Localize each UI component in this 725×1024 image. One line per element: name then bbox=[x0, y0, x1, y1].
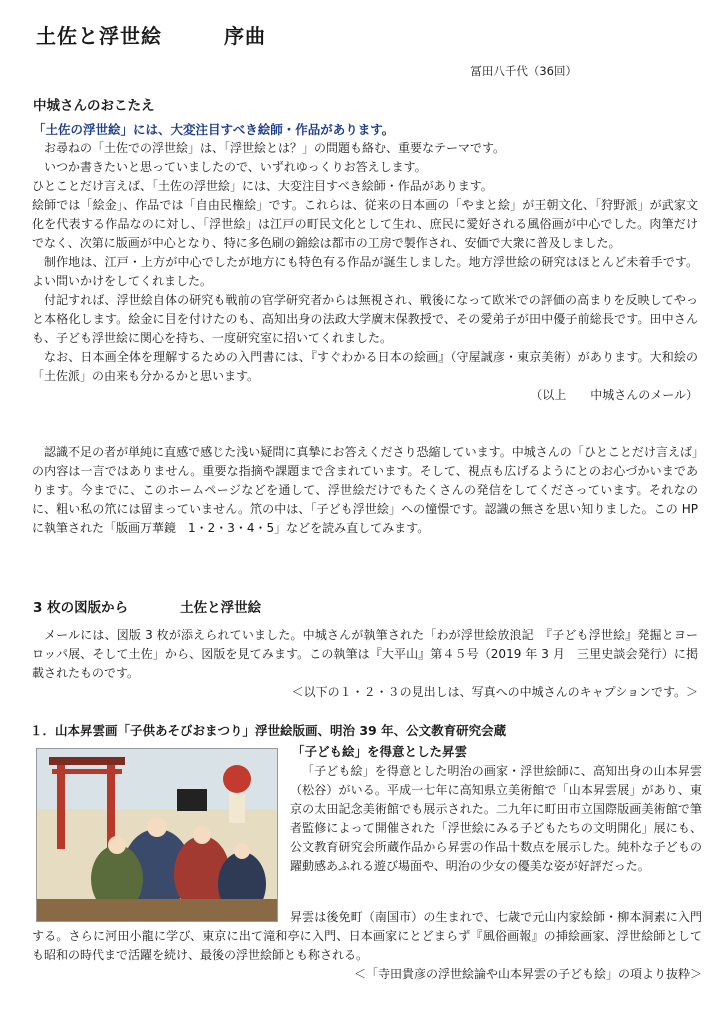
reply-paragraph: ひとことだけ言えば、「土佐の浮世絵」には、大変注目すべき絵師・作品があります。 bbox=[32, 179, 493, 193]
quote-heading: 「土佐の浮世絵」には、大変注目すべき絵師・作品があります。 bbox=[33, 122, 395, 137]
author-response bbox=[32, 443, 698, 538]
ukiyoe-print-image bbox=[36, 748, 278, 922]
reply-paragraph: お尋ねの「土佐での浮世絵」は、「浮世絵とは？」の問題も絡む、重要なテーマです。 bbox=[44, 141, 506, 155]
figure-1-source: ＜「寺田貴彦の浮世絵論や山本昇雲の子ども絵」の項より抜粋＞ bbox=[353, 967, 702, 981]
figure-1-description bbox=[290, 762, 702, 876]
reply-paragraph: 付記すれば、浮世絵自体の研究も戦前の官学研究者からは無視され、戦後になって欧米での評価の高まりを反映してやっと本格化します。絵金に目を付けたのも、高知出身の法政大学廣末保教授で、その愛弟子が田中優子前総長です。田中さんも、子ども浮世絵に関心を持ち、一度研究室に招いてくれました。 bbox=[32, 293, 698, 345]
page-subtitle: 序曲 bbox=[224, 24, 266, 48]
figure-1-paragraph: 「子ども絵」を得意とした明治の画家・浮世絵師に、高知出身の山本昇雲（松谷）がいる。平成一七年に高知県立美術館で「山本昇雲展」があり、東京の太田記念美術館でも展示された。二九年に町田市立国際版画美術館で筆者監修によって開催された「浮世絵にみる子どもたちの文明開化」展にも、公文教育研究会所蔵作品から昇雲の作品十数点を展示した。純朴な子どもの躍動感あふれる遊び場面や、明治の少女の優美な姿が好評だった。 bbox=[290, 764, 702, 873]
response-paragraph: 認識不足の者が単純に直感で感じた浅い疑問に真摯にお答えくださり恐縮しています。中城さんの「ひとことだけ言えば」の内容は一言ではありません。重要な指摘や課題まで含まれています。そして、視点も広げるようにとのお心づかいまであります。今までに、このホームページなどを通して、浮世絵だけでもたくさんの発信をしてくださっています。それなのに、粗い私の笊には留まっていません。笊の中は、「子ども浮世絵」への憧憬です。認識の無さを思い知りました。この HP に執筆された「版画万華鏡 1・2・3・4・5」などを読み直してみます。 bbox=[32, 445, 698, 535]
ukiyoe-print-illustration bbox=[37, 749, 277, 921]
reply-signoff: （以上 中城さんのメール） bbox=[530, 388, 698, 402]
figures-intro bbox=[32, 626, 698, 702]
page-title: 土佐と浮世絵 bbox=[36, 24, 162, 48]
figure-1-continued bbox=[32, 908, 702, 984]
figure-1-paragraph: 昇雲は後免町（南国市）の生まれで、七歳で元山内家絵師・柳本洞素に入門する。さらに河田小龍に学び、東京に出て滝和亭に入門、日本画家にとどまらず『風俗画報』の挿絵画家、浮世絵師としても昭和の時代まで活躍を続け、最後の浮世絵師とも称される。 bbox=[32, 910, 702, 962]
figure-1-caption: １．山本昇雲画「子供あそびおまつり」浮世絵版画、明治 39 年、公文教育研究会蔵 bbox=[30, 723, 507, 738]
section-heading-nakajo-reply: 中城さんのおこたえ bbox=[33, 98, 155, 114]
section-heading-part-a: 3 枚の図版から bbox=[33, 600, 129, 616]
figure-1-subheading: 「子ども絵」を得意とした昇雲 bbox=[292, 744, 468, 759]
reply-paragraph: いつか書きたいと思っていましたので、いずれゆっくりお答えします。 bbox=[44, 160, 427, 174]
author-byline: 冨田八千代（36回） bbox=[470, 64, 577, 78]
nakajo-reply-body bbox=[32, 139, 698, 405]
figures-intro-paragraph: メールには、図版 3 枚が添えられていました。中城さんが執筆された「わが浮世絵放浪記 『子ども浮世絵』発掘とヨーロッパ展、そして土佐」から、図版を見てみます。この執筆は『大平山』第４５号（2019 年 3 月 三里史談会発行）に掲載されたものです。 bbox=[32, 628, 698, 680]
reply-paragraph: なお、日本画全体を理解するための入門書には、『すぐわかる日本の絵画』（守屋誠彦・東京美術）があります。大和絵の「土佐派」の由来も分かるかと思います。 bbox=[32, 350, 698, 383]
section-heading-part-b: 土佐と浮世絵 bbox=[180, 600, 262, 616]
reply-paragraph: 絵師では「絵金」、作品では「自由民権絵」です。これらは、従来の日本画の「やまと絵」が王朝文化、「狩野派」が武家文化を代表する作品なのに対し、「浮世絵」は江戸の町民文化として生れ、庶民に愛好される風俗画が中心でした。肉筆だけでなく、次第に版画が中心となり、特に多色刷の錦絵は都市の工房で製作され、安価で大衆に普及しました。 bbox=[32, 198, 698, 250]
section-heading-three-figures bbox=[33, 596, 261, 616]
caption-note: ＜以下の１・２・３の見出しは、写真への中城さんのキャプションです。＞ bbox=[291, 685, 698, 699]
reply-paragraph: 制作地は、江戸・上方が中心でしたが地方にも特色有る作品が誕生しました。地方浮世絵の研究はほとんど未着手です。よい問いかけをしてくれました。 bbox=[32, 255, 698, 288]
